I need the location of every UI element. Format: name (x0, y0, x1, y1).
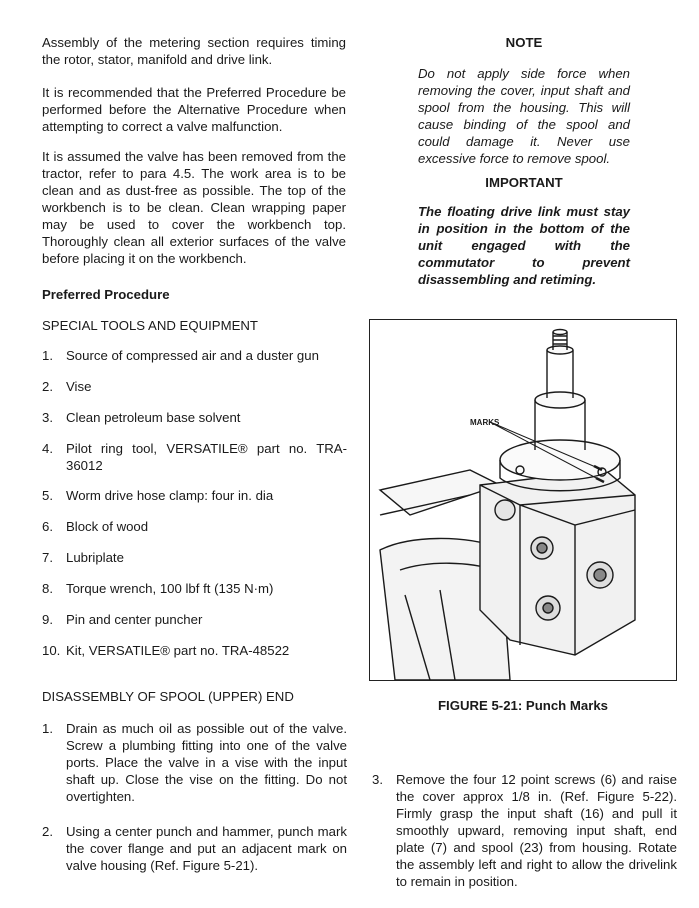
intro-paragraph: Assembly of the metering section requires timing the rotor, stator, manifold and drive link. (42, 35, 346, 67)
note-heading: NOTE (505, 35, 543, 50)
important-text: The floating drive link must stay in position in the bottom of the unit engaged with the commutator to prevent disassembling and retiming. (418, 204, 630, 287)
valve-illustration (370, 320, 676, 680)
figure-punch-marks (369, 319, 677, 681)
recommendation-paragraph: It is recommended that the Preferred Procedure be performed before the Alternative Procedure when attempting to correct a valve malfunction. (42, 85, 346, 134)
assumption-paragraph: It is assumed the valve has been removed from the tractor, refer to para 4.5. The work area is to be clean and as dust-free as possible. The top of the workbench is to be clean. Clean wrapping paper may be used to cover the workbench top. Thoroughly clean all exterior surfaces of the valve before placing it on the workbench. (42, 149, 346, 266)
disassembly-heading: DISASSEMBLY OF SPOOL (UPPER) END (42, 689, 294, 704)
tools-heading: SPECIAL TOOLS AND EQUIPMENT (42, 318, 258, 333)
marks-label: MARKS (470, 418, 500, 427)
figure-caption: FIGURE 5-21: Punch Marks (437, 698, 608, 713)
note-text: Do not apply side force when removing the cover, input shaft and spool from the housing. This will cause binding of the spool and could damage it. Never use excessive force to remove spool. (418, 66, 630, 166)
preferred-procedure-heading: Preferred Procedure (42, 287, 170, 302)
important-heading: IMPORTANT (485, 175, 563, 190)
